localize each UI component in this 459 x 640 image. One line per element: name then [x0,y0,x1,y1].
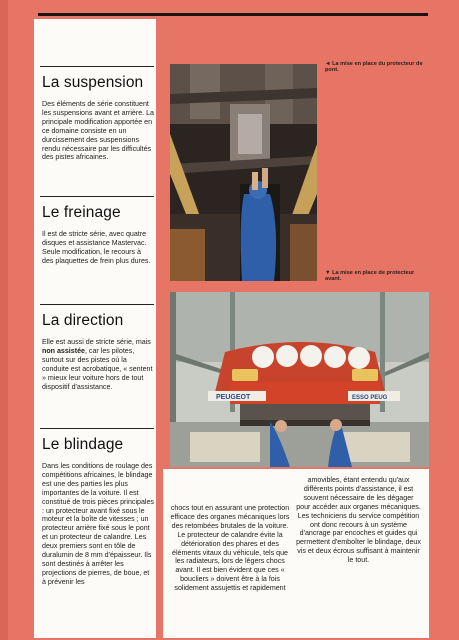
plate-right-label: ESSO PEUG [352,395,388,401]
section-heading: Le blindage [42,436,124,453]
section-text: Des éléments de série constituent les suspensions avant et arrière. La principale modification apportée en ce domaine consiste en un durcissement des suspensions rendu nécessaire par les difficultés des pistes africaines. [42,100,154,162]
photo-rear-protector-image [170,64,317,281]
photo-front-protector [170,292,429,467]
section-heading: La suspension [42,74,144,91]
caption-middle: ▼ La mise en place de protecteur avant. [325,270,415,283]
bottom-column-1: chocs tout en assurant une protection efficace des organes mécaniques lors des retombées brutales de la voiture. Le protecteur de calandre évite la détérioration des phares et des éléments vitaux du véhicule, tels que les radiateurs, lors de légers chocs avant. Il est bien évident que ces « boucliers » doivent être à la fois solidement assujettis et rapidement [170,504,290,593]
section-rule [40,428,154,429]
section-rule [40,66,154,67]
text-part: , car les pilotes, surtout sur des pistes où la conduite est acrobatique, « sentent » mieux leur voiture hors de tout dispositif d'assistance. [42,346,153,391]
section-rule [40,196,154,197]
section-suspension [40,66,154,162]
section-direction [40,304,154,391]
photo-rear-protector [170,64,317,281]
section-freinage [40,196,154,266]
section-text: Dans les conditions de roulage des compétitions africaines, le blindage est une des parties les plus importantes de la voiture. Il est constitué de trois pièces principales : un protecteur avant fixé sous le moteur et la boîte de vitesses ; un protecteur arrière fixé sous le pont et un protecteur de calandre. Les deux premiers sont en tôle de duralumin de 8 mm d'épaisseur. Ils sont destinés à arrêter les projections de pierres, de boue, et à prévenir les [42,462,154,586]
left-edge-strip [0,0,8,640]
plate-left-label: PEUGEOT [216,394,251,401]
section-heading: Le freinage [42,204,121,221]
top-rule [38,13,428,16]
section-text [42,338,154,391]
section-blindage [40,428,154,587]
bottom-column-2: amovibles, étant entendu qu'aux différents points d'assistance, il est souvent nécessaire de les dégager pour accéder aux organes mécaniques. Les techniciens du service compétition ont donc recours à un système d'ancrage par encoches et guides qui permettent d'emboîter le blindage, deux vis et deux écrous suffisant à maintenir le tout. [296,476,421,565]
bold-text: non assistée [42,346,85,355]
section-rule [40,304,154,305]
photo-front-protector-image [170,292,429,467]
section-text: Il est de stricte série, avec quatre disques et assistance Mastervac. Seule modification, le recours à des plaquettes de frein plus dures. [42,230,151,265]
caption-top: ◄ La mise en place du protecteur de pont. [325,61,423,74]
section-heading: La direction [42,312,124,329]
text-part: Elle est aussi de stricte série, mais [42,338,151,346]
